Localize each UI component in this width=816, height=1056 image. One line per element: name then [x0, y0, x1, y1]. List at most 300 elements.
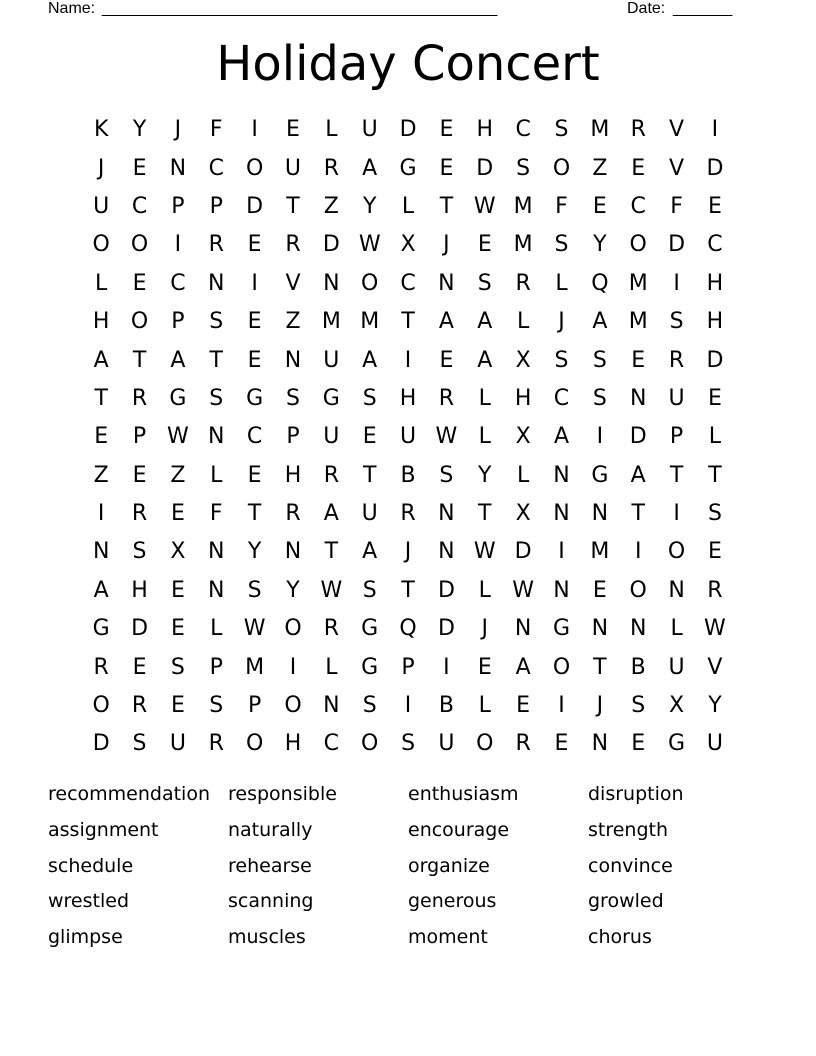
- grid-letter[interactable]: G: [246, 385, 264, 411]
- grid-letter[interactable]: E: [247, 347, 262, 373]
- grid-letter[interactable]: O: [361, 731, 379, 757]
- grid-letter[interactable]: N: [629, 616, 647, 642]
- grid-letter[interactable]: O: [552, 155, 571, 181]
- grid-letter[interactable]: V: [707, 654, 723, 680]
- grid-letter[interactable]: O: [284, 693, 302, 719]
- grid-letter[interactable]: S: [707, 501, 722, 527]
- grid-letter[interactable]: T: [593, 654, 607, 680]
- grid-letter[interactable]: P: [171, 309, 185, 335]
- grid-letter[interactable]: U: [169, 731, 186, 757]
- grid-letter[interactable]: M: [513, 193, 533, 219]
- grid-letter[interactable]: V: [669, 155, 685, 181]
- grid-letter[interactable]: S: [554, 117, 569, 143]
- grid-letter[interactable]: N: [208, 270, 225, 296]
- grid-letter[interactable]: N: [438, 501, 455, 527]
- grid-letter[interactable]: R: [208, 232, 224, 258]
- grid-letter[interactable]: N: [323, 693, 340, 719]
- grid-letter[interactable]: E: [631, 155, 646, 181]
- grid-letter[interactable]: C: [131, 193, 148, 219]
- grid-letter[interactable]: B: [438, 693, 454, 719]
- grid-letter[interactable]: W: [243, 616, 266, 642]
- grid-letter[interactable]: U: [400, 424, 417, 450]
- grid-letter[interactable]: X: [515, 501, 531, 527]
- grid-letter[interactable]: D: [92, 731, 110, 757]
- grid-letter[interactable]: U: [284, 155, 302, 181]
- grid-letter[interactable]: I: [251, 117, 258, 143]
- grid-letter[interactable]: D: [476, 155, 494, 181]
- grid-letter[interactable]: Y: [708, 693, 722, 719]
- grid-letter[interactable]: Y: [593, 232, 607, 258]
- grid-letter[interactable]: M: [513, 232, 533, 258]
- grid-letter[interactable]: C: [170, 270, 186, 296]
- grid-letter[interactable]: M: [321, 309, 341, 335]
- grid-letter[interactable]: Z: [323, 193, 339, 219]
- grid-letter[interactable]: I: [404, 693, 412, 719]
- grid-letter[interactable]: T: [401, 577, 415, 603]
- grid-letter[interactable]: T: [286, 193, 300, 219]
- grid-letter[interactable]: M: [628, 309, 648, 335]
- grid-letter[interactable]: N: [169, 155, 187, 181]
- grid-letter[interactable]: E: [707, 193, 722, 219]
- grid-letter[interactable]: I: [711, 117, 719, 143]
- grid-letter[interactable]: E: [631, 347, 646, 373]
- grid-letter[interactable]: E: [247, 309, 262, 335]
- grid-letter[interactable]: H: [92, 309, 110, 335]
- grid-letter[interactable]: E: [707, 385, 722, 411]
- grid-letter[interactable]: S: [362, 385, 377, 411]
- grid-letter[interactable]: O: [552, 654, 571, 680]
- grid-letter[interactable]: X: [515, 424, 531, 450]
- grid-letter[interactable]: S: [439, 462, 454, 488]
- grid-letter[interactable]: Z: [93, 462, 109, 488]
- grid-letter[interactable]: N: [438, 270, 455, 296]
- grid-letter[interactable]: H: [399, 385, 417, 411]
- word-list-item: growled: [588, 890, 664, 913]
- grid-letter[interactable]: E: [592, 193, 607, 219]
- grid-letter[interactable]: L: [670, 616, 683, 642]
- grid-letter[interactable]: M: [628, 270, 648, 296]
- word-list-item: assignment: [48, 818, 159, 841]
- grid-letter[interactable]: A: [93, 347, 109, 373]
- grid-letter[interactable]: E: [170, 616, 185, 642]
- grid-letter[interactable]: N: [284, 347, 302, 373]
- grid-letter[interactable]: R: [323, 616, 339, 642]
- grid-letter[interactable]: L: [478, 385, 491, 411]
- grid-letter[interactable]: N: [208, 539, 225, 565]
- grid-letter[interactable]: O: [361, 270, 379, 296]
- date-field[interactable]: _______: [673, 0, 732, 17]
- grid-letter[interactable]: F: [555, 193, 568, 219]
- grid-letter[interactable]: W: [704, 616, 726, 642]
- grid-letter[interactable]: T: [362, 462, 377, 488]
- grid-letter[interactable]: I: [97, 501, 105, 527]
- grid-letter[interactable]: N: [438, 539, 455, 565]
- grid-letter[interactable]: T: [439, 193, 454, 219]
- grid-letter[interactable]: H: [706, 309, 724, 335]
- grid-letter[interactable]: P: [669, 424, 684, 450]
- grid-letter[interactable]: O: [245, 155, 264, 181]
- grid-letter[interactable]: P: [209, 193, 223, 219]
- grid-letter[interactable]: G: [399, 155, 417, 181]
- grid-letter[interactable]: U: [438, 731, 455, 757]
- grid-letter[interactable]: L: [478, 693, 491, 719]
- grid-letter[interactable]: N: [208, 424, 225, 450]
- grid-letter[interactable]: R: [515, 270, 531, 296]
- grid-letter[interactable]: I: [289, 654, 297, 680]
- grid-letter[interactable]: B: [400, 462, 416, 488]
- grid-letter[interactable]: R: [285, 232, 301, 258]
- grid-letter[interactable]: O: [629, 232, 647, 258]
- grid-letter[interactable]: L: [401, 193, 415, 219]
- grid-letter[interactable]: E: [477, 232, 492, 258]
- grid-letter[interactable]: A: [93, 577, 109, 603]
- grid-letter[interactable]: X: [170, 539, 186, 565]
- grid-letter[interactable]: A: [515, 654, 531, 680]
- grid-letter[interactable]: Z: [592, 155, 608, 181]
- grid-letter[interactable]: D: [437, 577, 455, 603]
- grid-letter[interactable]: Y: [286, 577, 300, 603]
- grid-letter[interactable]: S: [401, 731, 416, 757]
- grid-letter[interactable]: H: [514, 385, 532, 411]
- grid-letter[interactable]: J: [404, 539, 412, 565]
- grid-letter[interactable]: D: [246, 193, 264, 219]
- grid-letter[interactable]: C: [707, 232, 723, 258]
- grid-letter[interactable]: S: [592, 347, 607, 373]
- grid-letter[interactable]: W: [473, 193, 496, 219]
- grid-letter[interactable]: F: [670, 193, 683, 219]
- grid-letter[interactable]: C: [246, 424, 263, 450]
- grid-letter[interactable]: O: [92, 232, 110, 258]
- grid-letter[interactable]: O: [284, 616, 302, 642]
- grid-letter[interactable]: M: [245, 654, 265, 680]
- grid-letter[interactable]: S: [209, 385, 224, 411]
- grid-letter[interactable]: S: [209, 693, 224, 719]
- grid-letter[interactable]: J: [596, 693, 604, 719]
- grid-letter[interactable]: L: [325, 117, 338, 143]
- grid-letter[interactable]: N: [514, 616, 532, 642]
- grid-letter[interactable]: E: [516, 693, 531, 719]
- grid-letter[interactable]: T: [631, 501, 645, 527]
- grid-letter[interactable]: C: [630, 193, 646, 219]
- grid-letter[interactable]: N: [591, 501, 609, 527]
- word-list-item: scanning: [228, 890, 314, 913]
- name-field[interactable]: _______________________________________________: [102, 0, 497, 17]
- grid-letter[interactable]: C: [208, 155, 224, 181]
- grid-letter[interactable]: T: [708, 462, 722, 488]
- grid-letter[interactable]: E: [170, 693, 185, 719]
- grid-letter[interactable]: W: [473, 539, 496, 565]
- grid-letter[interactable]: U: [323, 424, 340, 450]
- grid-letter[interactable]: R: [630, 117, 646, 143]
- grid-letter[interactable]: T: [94, 385, 108, 411]
- grid-row: [82, 572, 734, 610]
- grid-letter[interactable]: E: [554, 731, 569, 757]
- grid-letter[interactable]: D: [706, 155, 724, 181]
- grid-letter[interactable]: A: [323, 501, 339, 527]
- grid-letter[interactable]: R: [707, 577, 723, 603]
- grid-letter[interactable]: L: [95, 270, 108, 296]
- grid-letter[interactable]: L: [478, 424, 491, 450]
- grid-letter[interactable]: S: [209, 309, 224, 335]
- grid-letter[interactable]: Z: [170, 462, 186, 488]
- grid-letter[interactable]: F: [209, 501, 223, 527]
- grid-letter[interactable]: E: [439, 155, 454, 181]
- grid-letter[interactable]: P: [401, 654, 415, 680]
- grid-letter[interactable]: L: [708, 424, 722, 450]
- grid-letter[interactable]: A: [362, 539, 378, 565]
- grid-letter[interactable]: J: [174, 117, 182, 143]
- grid-letter[interactable]: R: [515, 731, 531, 757]
- grid-letter[interactable]: G: [552, 616, 571, 642]
- grid-letter[interactable]: A: [362, 347, 378, 373]
- grid-letter[interactable]: D: [706, 347, 724, 373]
- grid-letter[interactable]: I: [673, 501, 680, 527]
- grid-letter[interactable]: D: [668, 232, 686, 258]
- grid-letter[interactable]: O: [130, 232, 149, 258]
- word-list-item: moment: [408, 926, 488, 949]
- grid-letter[interactable]: E: [132, 270, 147, 296]
- grid-letter[interactable]: H: [284, 731, 302, 757]
- grid-letter[interactable]: Q: [591, 270, 609, 296]
- grid-letter[interactable]: Y: [132, 117, 147, 143]
- grid-letter[interactable]: E: [477, 654, 492, 680]
- grid-letter[interactable]: N: [553, 577, 570, 603]
- grid-letter[interactable]: E: [170, 577, 185, 603]
- grid-letter[interactable]: I: [634, 539, 642, 565]
- grid-letter[interactable]: R: [438, 385, 455, 411]
- grid-letter[interactable]: L: [517, 462, 530, 488]
- grid-letter[interactable]: O: [629, 577, 647, 603]
- grid-row: [82, 380, 734, 418]
- grid-letter[interactable]: N: [208, 577, 225, 603]
- grid-letter[interactable]: I: [251, 270, 258, 296]
- grid-letter[interactable]: S: [362, 577, 377, 603]
- grid-letter[interactable]: R: [323, 462, 339, 488]
- grid-letter[interactable]: N: [92, 539, 110, 565]
- grid-letter[interactable]: E: [132, 155, 147, 181]
- grid-letter[interactable]: E: [170, 501, 185, 527]
- grid-letter[interactable]: U: [361, 117, 378, 143]
- grid-letter[interactable]: P: [286, 424, 300, 450]
- grid-letter[interactable]: R: [323, 155, 339, 181]
- grid-letter[interactable]: J: [481, 616, 489, 642]
- grid-letter[interactable]: E: [247, 462, 262, 488]
- grid-letter[interactable]: L: [325, 654, 338, 680]
- grid-letter[interactable]: I: [596, 424, 604, 450]
- grid-letter[interactable]: P: [247, 693, 262, 719]
- grid-letter[interactable]: A: [362, 155, 378, 181]
- grid-letter[interactable]: N: [553, 501, 570, 527]
- grid-letter[interactable]: R: [668, 347, 685, 373]
- grid-letter[interactable]: Q: [399, 616, 417, 642]
- grid-letter[interactable]: G: [361, 616, 379, 642]
- grid-letter[interactable]: W: [358, 232, 381, 258]
- grid-letter[interactable]: Y: [362, 193, 377, 219]
- grid-letter[interactable]: E: [247, 232, 262, 258]
- grid-letter[interactable]: P: [171, 193, 185, 219]
- grid-letter[interactable]: L: [210, 616, 223, 642]
- grid-letter[interactable]: I: [443, 654, 450, 680]
- grid-letter[interactable]: G: [169, 385, 187, 411]
- grid-letter[interactable]: B: [630, 654, 646, 680]
- grid-letter[interactable]: W: [320, 577, 343, 603]
- grid-letter[interactable]: E: [132, 654, 147, 680]
- grid-letter[interactable]: N: [284, 539, 302, 565]
- grid-letter[interactable]: I: [404, 347, 412, 373]
- grid-letter[interactable]: S: [132, 539, 147, 565]
- grid-letter[interactable]: T: [132, 347, 147, 373]
- grid-letter[interactable]: W: [435, 424, 458, 450]
- grid-letter[interactable]: A: [170, 347, 186, 373]
- grid-letter[interactable]: I: [558, 539, 565, 565]
- grid-letter[interactable]: T: [478, 501, 492, 527]
- grid-letter[interactable]: T: [401, 309, 415, 335]
- grid-letter[interactable]: J: [443, 232, 450, 258]
- grid-letter[interactable]: E: [132, 462, 147, 488]
- grid-letter[interactable]: I: [558, 693, 565, 719]
- grid-letter[interactable]: S: [477, 270, 492, 296]
- grid-letter[interactable]: U: [323, 347, 340, 373]
- grid-letter[interactable]: W: [167, 424, 189, 450]
- grid-letter[interactable]: N: [323, 270, 340, 296]
- grid-letter[interactable]: E: [707, 539, 722, 565]
- grid-letter[interactable]: E: [362, 424, 377, 450]
- grid-letter[interactable]: R: [131, 385, 148, 411]
- grid-letter[interactable]: O: [92, 693, 110, 719]
- grid-letter[interactable]: K: [93, 117, 109, 143]
- grid-letter[interactable]: S: [631, 693, 646, 719]
- grid-letter[interactable]: D: [437, 616, 455, 642]
- grid-letter[interactable]: S: [170, 654, 185, 680]
- grid-letter[interactable]: U: [706, 731, 723, 757]
- grid-letter[interactable]: R: [400, 501, 416, 527]
- grid-letter[interactable]: N: [591, 616, 609, 642]
- grid-letter[interactable]: R: [285, 501, 301, 527]
- word-list-item: encourage: [408, 818, 510, 841]
- grid-letter[interactable]: S: [669, 309, 684, 335]
- grid-letter[interactable]: Z: [285, 309, 301, 335]
- grid-letter[interactable]: A: [592, 309, 608, 335]
- grid-letter[interactable]: X: [669, 693, 685, 719]
- grid-letter[interactable]: H: [476, 117, 494, 143]
- grid-letter[interactable]: C: [553, 385, 570, 411]
- grid-letter[interactable]: O: [667, 539, 686, 565]
- grid-letter[interactable]: R: [131, 501, 148, 527]
- grid-letter[interactable]: E: [286, 117, 300, 143]
- grid-letter[interactable]: U: [668, 654, 685, 680]
- grid-letter[interactable]: J: [97, 155, 105, 181]
- grid-letter[interactable]: H: [131, 577, 148, 603]
- grid-letter[interactable]: M: [360, 309, 380, 335]
- grid-letter[interactable]: L: [478, 577, 491, 603]
- grid-letter[interactable]: F: [209, 117, 223, 143]
- grid-letter[interactable]: V: [285, 270, 301, 296]
- grid-letter[interactable]: J: [558, 309, 565, 335]
- grid-letter[interactable]: A: [630, 462, 646, 488]
- grid-letter[interactable]: E: [439, 347, 454, 373]
- grid-row: [82, 341, 734, 379]
- grid-letter[interactable]: S: [554, 232, 569, 258]
- grid-letter[interactable]: N: [668, 577, 685, 603]
- grid-letter[interactable]: H: [284, 462, 302, 488]
- grid-letter[interactable]: M: [590, 117, 610, 143]
- grid-letter[interactable]: A: [553, 424, 570, 450]
- grid-letter[interactable]: P: [132, 424, 147, 450]
- grid-letter[interactable]: X: [515, 347, 531, 373]
- grid-letter[interactable]: S: [554, 347, 569, 373]
- grid-letter[interactable]: G: [92, 616, 110, 642]
- grid-letter[interactable]: R: [93, 654, 109, 680]
- grid-letter[interactable]: A: [438, 309, 454, 335]
- grid-letter[interactable]: S: [247, 577, 262, 603]
- grid-letter[interactable]: I: [673, 270, 680, 296]
- grid-letter[interactable]: C: [400, 270, 416, 296]
- grid-letter[interactable]: L: [210, 462, 223, 488]
- grid-letter[interactable]: M: [590, 539, 610, 565]
- grid-letter[interactable]: O: [130, 309, 149, 335]
- grid-letter[interactable]: T: [247, 501, 262, 527]
- grid-letter[interactable]: X: [400, 232, 416, 258]
- grid-letter[interactable]: U: [668, 385, 685, 411]
- grid-letter[interactable]: N: [553, 462, 570, 488]
- grid-letter[interactable]: C: [515, 117, 531, 143]
- grid-letter[interactable]: G: [322, 385, 340, 411]
- grid-letter[interactable]: E: [94, 424, 109, 450]
- grid-letter[interactable]: R: [208, 731, 224, 757]
- grid-letter[interactable]: D: [131, 616, 149, 642]
- grid-letter[interactable]: O: [245, 731, 264, 757]
- grid-letter[interactable]: U: [93, 193, 110, 219]
- grid-letter[interactable]: A: [477, 347, 493, 373]
- grid-letter[interactable]: G: [591, 462, 609, 488]
- grid-letter[interactable]: D: [322, 232, 340, 258]
- grid-letter[interactable]: L: [555, 270, 568, 296]
- grid-letter[interactable]: G: [668, 731, 686, 757]
- grid-letter[interactable]: E: [439, 117, 454, 143]
- grid-letter[interactable]: U: [361, 501, 378, 527]
- grid-letter[interactable]: D: [399, 117, 417, 143]
- grid-letter[interactable]: S: [516, 155, 531, 181]
- grid-letter[interactable]: D: [629, 424, 647, 450]
- grid-letter[interactable]: T: [324, 539, 339, 565]
- grid-letter[interactable]: N: [591, 731, 609, 757]
- grid-letter[interactable]: L: [517, 309, 530, 335]
- grid-letter[interactable]: R: [131, 693, 148, 719]
- grid-letter[interactable]: E: [592, 577, 607, 603]
- grid-letter[interactable]: G: [361, 654, 379, 680]
- grid-letter[interactable]: C: [323, 731, 340, 757]
- grid-letter[interactable]: D: [514, 539, 532, 565]
- grid-letter[interactable]: A: [477, 309, 493, 335]
- grid-letter[interactable]: W: [512, 577, 535, 603]
- grid-letter[interactable]: Y: [478, 462, 492, 488]
- grid-letter[interactable]: S: [592, 385, 607, 411]
- grid-letter[interactable]: E: [631, 731, 646, 757]
- grid-letter[interactable]: T: [209, 347, 223, 373]
- grid-letter[interactable]: P: [209, 654, 223, 680]
- grid-letter[interactable]: O: [476, 731, 494, 757]
- grid-letter[interactable]: S: [285, 385, 300, 411]
- grid-letter[interactable]: Y: [247, 539, 262, 565]
- grid-letter[interactable]: H: [706, 270, 724, 296]
- grid-letter[interactable]: S: [132, 731, 147, 757]
- grid-letter[interactable]: N: [629, 385, 647, 411]
- word-list-item: convince: [588, 854, 673, 877]
- grid-letter[interactable]: S: [362, 693, 377, 719]
- grid-letter[interactable]: T: [669, 462, 684, 488]
- grid-letter[interactable]: I: [174, 232, 182, 258]
- grid-letter[interactable]: V: [669, 117, 685, 143]
